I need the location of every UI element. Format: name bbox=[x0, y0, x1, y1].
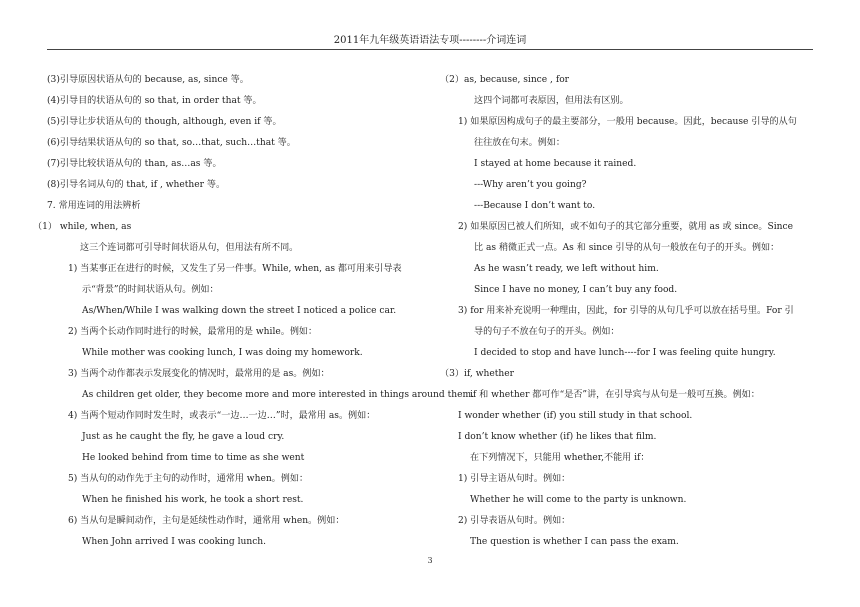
left-text-line: He looked behind from time to time as she went bbox=[82, 453, 305, 463]
left-text-line: 这三个连词都可引导时间状语从句，但用法有所不同。 bbox=[80, 243, 299, 253]
left-text-line: 5) 当从句的动作先于主句的动作时，通常用 when。例如： bbox=[68, 474, 309, 484]
right-text-line: 1) 如果原因构成句子的最主要部分，一般用 because。因此，because 引导的从句 bbox=[458, 117, 797, 127]
left-text-line: As children get older, they become more and more interested in things around them. bbox=[82, 390, 474, 400]
right-text-line: 1) 引导主语从句时。例如： bbox=[458, 474, 571, 484]
right-text-line: I decided to stop and have lunch----for I was feeling quite hungry. bbox=[474, 348, 776, 358]
right-text-line: 导的句子不放在句子的开头。例如： bbox=[474, 327, 620, 337]
right-text-line: ---Because I don’t want to. bbox=[474, 201, 596, 211]
right-text-line: （3）if, whether bbox=[440, 369, 514, 379]
left-text-line: Just as he caught the fly, he gave a loud cry. bbox=[82, 432, 285, 442]
right-text-line: Whether he will come to the party is unknown. bbox=[470, 495, 687, 505]
right-text-line: 3) for 用来补充说明一种理由，因此，for 引导的从句几乎可以放在括号里。For 引 bbox=[458, 306, 794, 316]
right-text-line: 在下列情况下，只能用 whether,不能用 if： bbox=[470, 453, 650, 463]
left-text-line: As/When/While I was walking down the street I noticed a police car. bbox=[82, 306, 397, 316]
right-text-line: I wonder whether (if) you still study in that school. bbox=[458, 411, 693, 421]
right-text-line: ---Why aren’t you going? bbox=[474, 180, 587, 190]
left-text-line: When he finished his work, he took a short rest. bbox=[82, 495, 304, 505]
right-text-line: Since I have no money, I can’t buy any food. bbox=[474, 285, 678, 295]
left-text-line: (8)引导名词从句的 that, if , whether 等。 bbox=[47, 180, 226, 190]
right-text-line: 2) 引导表语从句时。例如： bbox=[458, 516, 571, 526]
left-text-line: 6) 当从句是瞬间动作，主句是延续性动作时，通常用 when。例如： bbox=[68, 516, 345, 526]
left-text-line: (7)引导比较状语从句的 than, as…as 等。 bbox=[47, 159, 222, 169]
left-text-line: 2) 当两个长动作同时进行的时候，最常用的是 while。例如： bbox=[68, 327, 318, 337]
left-text-line: (5)引导让步状语从句的 though, although, even if 等。 bbox=[47, 117, 282, 127]
left-text-line: 3) 当两个动作都表示发展变化的情况时，最常用的是 as。例如： bbox=[68, 369, 330, 379]
left-text-line: 1) 当某事正在进行的时候，又发生了另一件事。While, when, as 都可用来引导表 bbox=[68, 264, 402, 274]
left-text-line: When John arrived I was cooking lunch. bbox=[82, 537, 267, 547]
left-text-line: (3)引导原因状语从句的 because, as, since 等。 bbox=[47, 75, 249, 85]
right-text-line: 比 as 稍微正式一点。As 和 since 引导的从句一般放在句子的开头。例如： bbox=[474, 243, 780, 253]
left-text-line: （1） while, when, as bbox=[33, 222, 132, 232]
left-text-line: 7. 常用连词的用法辨析 bbox=[47, 201, 141, 211]
left-text-line: 4) 当两个短动作同时发生时，或表示“一边…一边…”时，最常用 as。例如： bbox=[68, 411, 376, 421]
right-text-line: （2）as, because, since , for bbox=[440, 75, 570, 85]
right-text-line: As he wasn’t ready, we left without him. bbox=[474, 264, 659, 274]
right-text-line: 2) 如果原因已被人们所知，或不如句子的其它部分重要，就用 as 或 since。Since bbox=[458, 222, 793, 232]
right-text-line: The question is whether I can pass the exam. bbox=[470, 537, 679, 547]
right-text-line: 往往放在句末。例如： bbox=[474, 138, 565, 148]
left-text-line: While mother was cooking lunch, I was doing my homework. bbox=[82, 348, 363, 358]
page-number: 3 bbox=[427, 556, 433, 565]
header-rule bbox=[47, 49, 813, 50]
right-text-line: I don’t know whether (if) he likes that film. bbox=[458, 432, 657, 442]
page-header: 2011年九年级英语语法专项--------介词连词 bbox=[333, 35, 527, 46]
right-text-line: I stayed at home because it rained. bbox=[474, 159, 637, 169]
right-text-line: if 和 whether 都可作“是否”讲，在引导宾与从句是一般可互换。例如： bbox=[470, 390, 760, 400]
right-text-line: 这四个词都可表原因，但用法有区别。 bbox=[474, 96, 629, 106]
left-text-line: (6)引导结果状语从句的 so that, so…that, such…that 等。 bbox=[47, 138, 296, 148]
left-text-line: (4)引导目的状语从句的 so that, in order that 等。 bbox=[47, 96, 262, 106]
left-text-line: 示“背景”的时间状语从句。例如： bbox=[82, 285, 219, 295]
